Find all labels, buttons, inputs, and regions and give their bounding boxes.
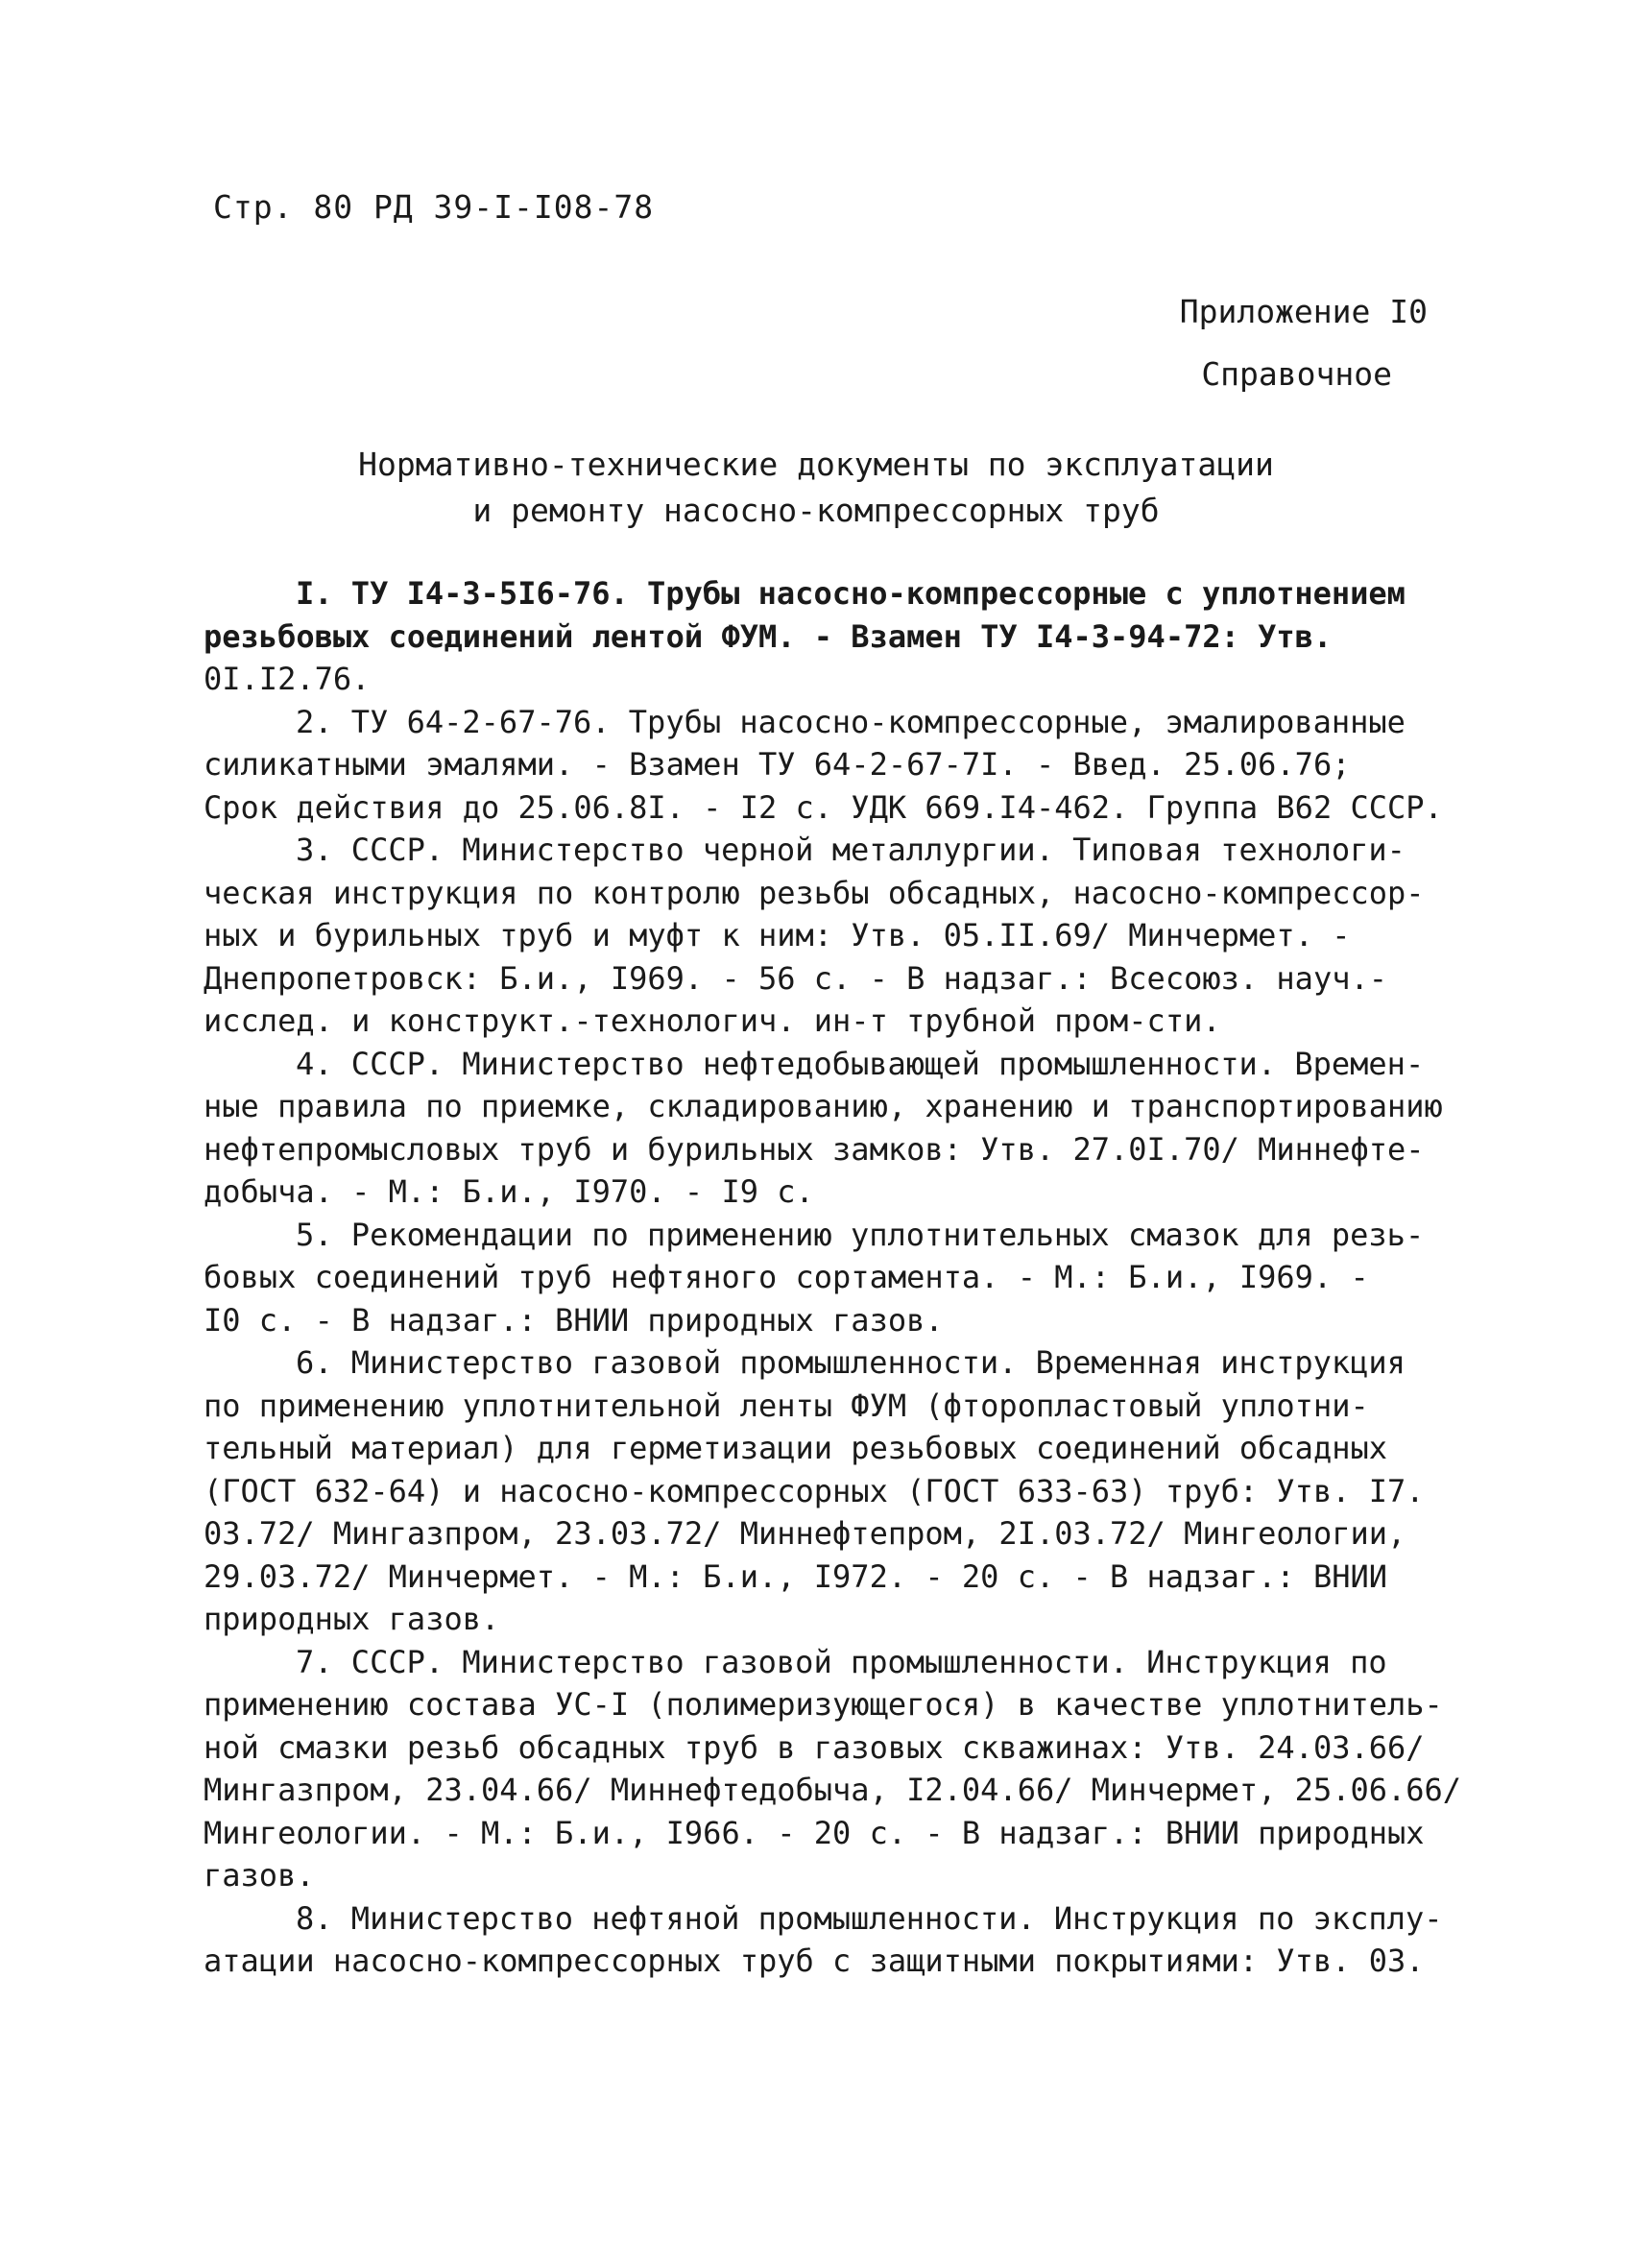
document-body xyxy=(204,572,1462,1983)
title-line: Нормативно-технические документы по эксплуатации xyxy=(358,446,1274,483)
entry-line: газов. xyxy=(204,1857,315,1894)
entry-line: ные правила по приемке, складированию, хранению и транспортированию xyxy=(204,1088,1443,1124)
entry-line: 4. СССР. Министерство нефтедобывающей промышленности. Времен- xyxy=(296,1045,1425,1082)
title-line: и ремонту насосно-компрессорных труб xyxy=(472,492,1160,529)
entry-line: 3. СССР. Министерство черной металлургии. Типовая технологи- xyxy=(296,832,1406,868)
appendix-type: Справочное xyxy=(1201,355,1392,393)
document-title xyxy=(192,442,1440,534)
entry-1 xyxy=(204,572,1452,701)
entry-4 xyxy=(204,1043,1452,1214)
entry-line: резьбовых соединений лентой ФУМ. - Взамен ТУ I4-3-94-72: Утв. xyxy=(204,617,1333,655)
entry-line: ческая инструкция по контролю резьбы обсадных, насосно-компрессор- xyxy=(204,874,1425,911)
entry-8 xyxy=(204,1897,1452,1983)
entry-line: 2. ТУ 64-2-67-76. Трубы насосно-компрессорные, эмалированные xyxy=(296,703,1406,740)
entry-line: 6. Министерство газовой промышленности. Временная инструкция xyxy=(296,1344,1406,1381)
entry-line: I0 с. - В надзаг.: ВНИИ природных газов. xyxy=(204,1301,944,1339)
entry-line: Мингазпром, 23.04.66/ Миннефтедобыча, I2.04.66/ Минчермет, 25.06.66/ xyxy=(204,1772,1462,1808)
entry-line: природных газов. xyxy=(204,1601,500,1637)
entry-7 xyxy=(204,1641,1462,1897)
entry-line: ных и бурильных труб и муфт к ним: Утв. 05.II.69/ Минчермет. - xyxy=(204,917,1351,953)
entry-line: Днепропетровск: Б.и., I969. - 56 с. - В надзаг.: Всесоюз. науч.- xyxy=(204,959,1387,997)
entry-line: бовых соединений труб нефтяного сортамента. - М.: Б.и., I969. - xyxy=(204,1259,1369,1295)
entry-line: применению состава УС-I (полимеризующегося) в качестве уплотнитель- xyxy=(204,1686,1443,1723)
entry-line: (ГОСТ 632-64) и насосно-компрессорных (ГОСТ 633-63) труб: Утв. I7. xyxy=(204,1472,1425,1509)
entry-line: I. ТУ I4-3-5I6-76. Трубы насосно-компрессорные с уплотнением xyxy=(296,575,1406,612)
entry-3 xyxy=(204,829,1452,1043)
entry-line: Мингеологии. - М.: Б.и., I966. - 20 с. - В надзаг.: ВНИИ природных xyxy=(204,1814,1425,1851)
entry-line: 5. Рекомендации по применению уплотнительных смазок для резь- xyxy=(296,1216,1425,1253)
entry-line: 8. Министерство нефтяной промышленности. Инструкция по эксплу- xyxy=(296,1899,1443,1937)
entry-5 xyxy=(204,1214,1452,1342)
entry-line: нефтепромысловых труб и бурильных замков: Утв. 27.0I.70/ Миннефте- xyxy=(204,1130,1425,1168)
entry-line: 7. СССР. Министерство газовой промышленности. Инструкция по xyxy=(296,1643,1387,1680)
entry-line: ной смазки резьб обсадных труб в газовых скважинах: Утв. 24.03.66/ xyxy=(204,1728,1425,1766)
entry-line: исслед. и конструкт.-технологич. ин-т трубной пром-сти. xyxy=(204,1002,1221,1039)
entry-line: тельный материал) для герметизации резьбовых соединений обсадных xyxy=(204,1430,1387,1466)
entry-6 xyxy=(204,1341,1452,1641)
entry-line: добыча. - М.: Б.и., I970. - I9 с. xyxy=(204,1173,814,1210)
entry-line: 03.72/ Мингазпром, 23.03.72/ Миннефтепром, 2I.03.72/ Мингеологии, xyxy=(204,1515,1406,1552)
entry-line: по применению уплотнительной ленты ФУМ (фторопластовый уплотни- xyxy=(204,1387,1369,1424)
entry-line: 0I.I2.76. xyxy=(204,661,371,697)
entry-line: силикатными эмалями. - Взамен ТУ 64-2-67-7I. - Введ. 25.06.76; xyxy=(204,746,1351,783)
entry-line: атации насосно-компрессорных труб с защитными покрытиями: Утв. 03. xyxy=(204,1942,1425,1979)
entry-line: Срок действия до 25.06.8I. - I2 с. УДК 669.I4-462. Группа В62 СССР. xyxy=(204,788,1443,826)
entry-2 xyxy=(204,701,1452,830)
entry-line: 29.03.72/ Минчермет. - М.: Б.и., I972. - 20 с. - В надзаг.: ВНИИ xyxy=(204,1557,1387,1595)
appendix-label: Приложение I0 xyxy=(1179,293,1428,330)
page-header: Стр. 80 РД 39-I-I08-78 xyxy=(213,188,655,226)
